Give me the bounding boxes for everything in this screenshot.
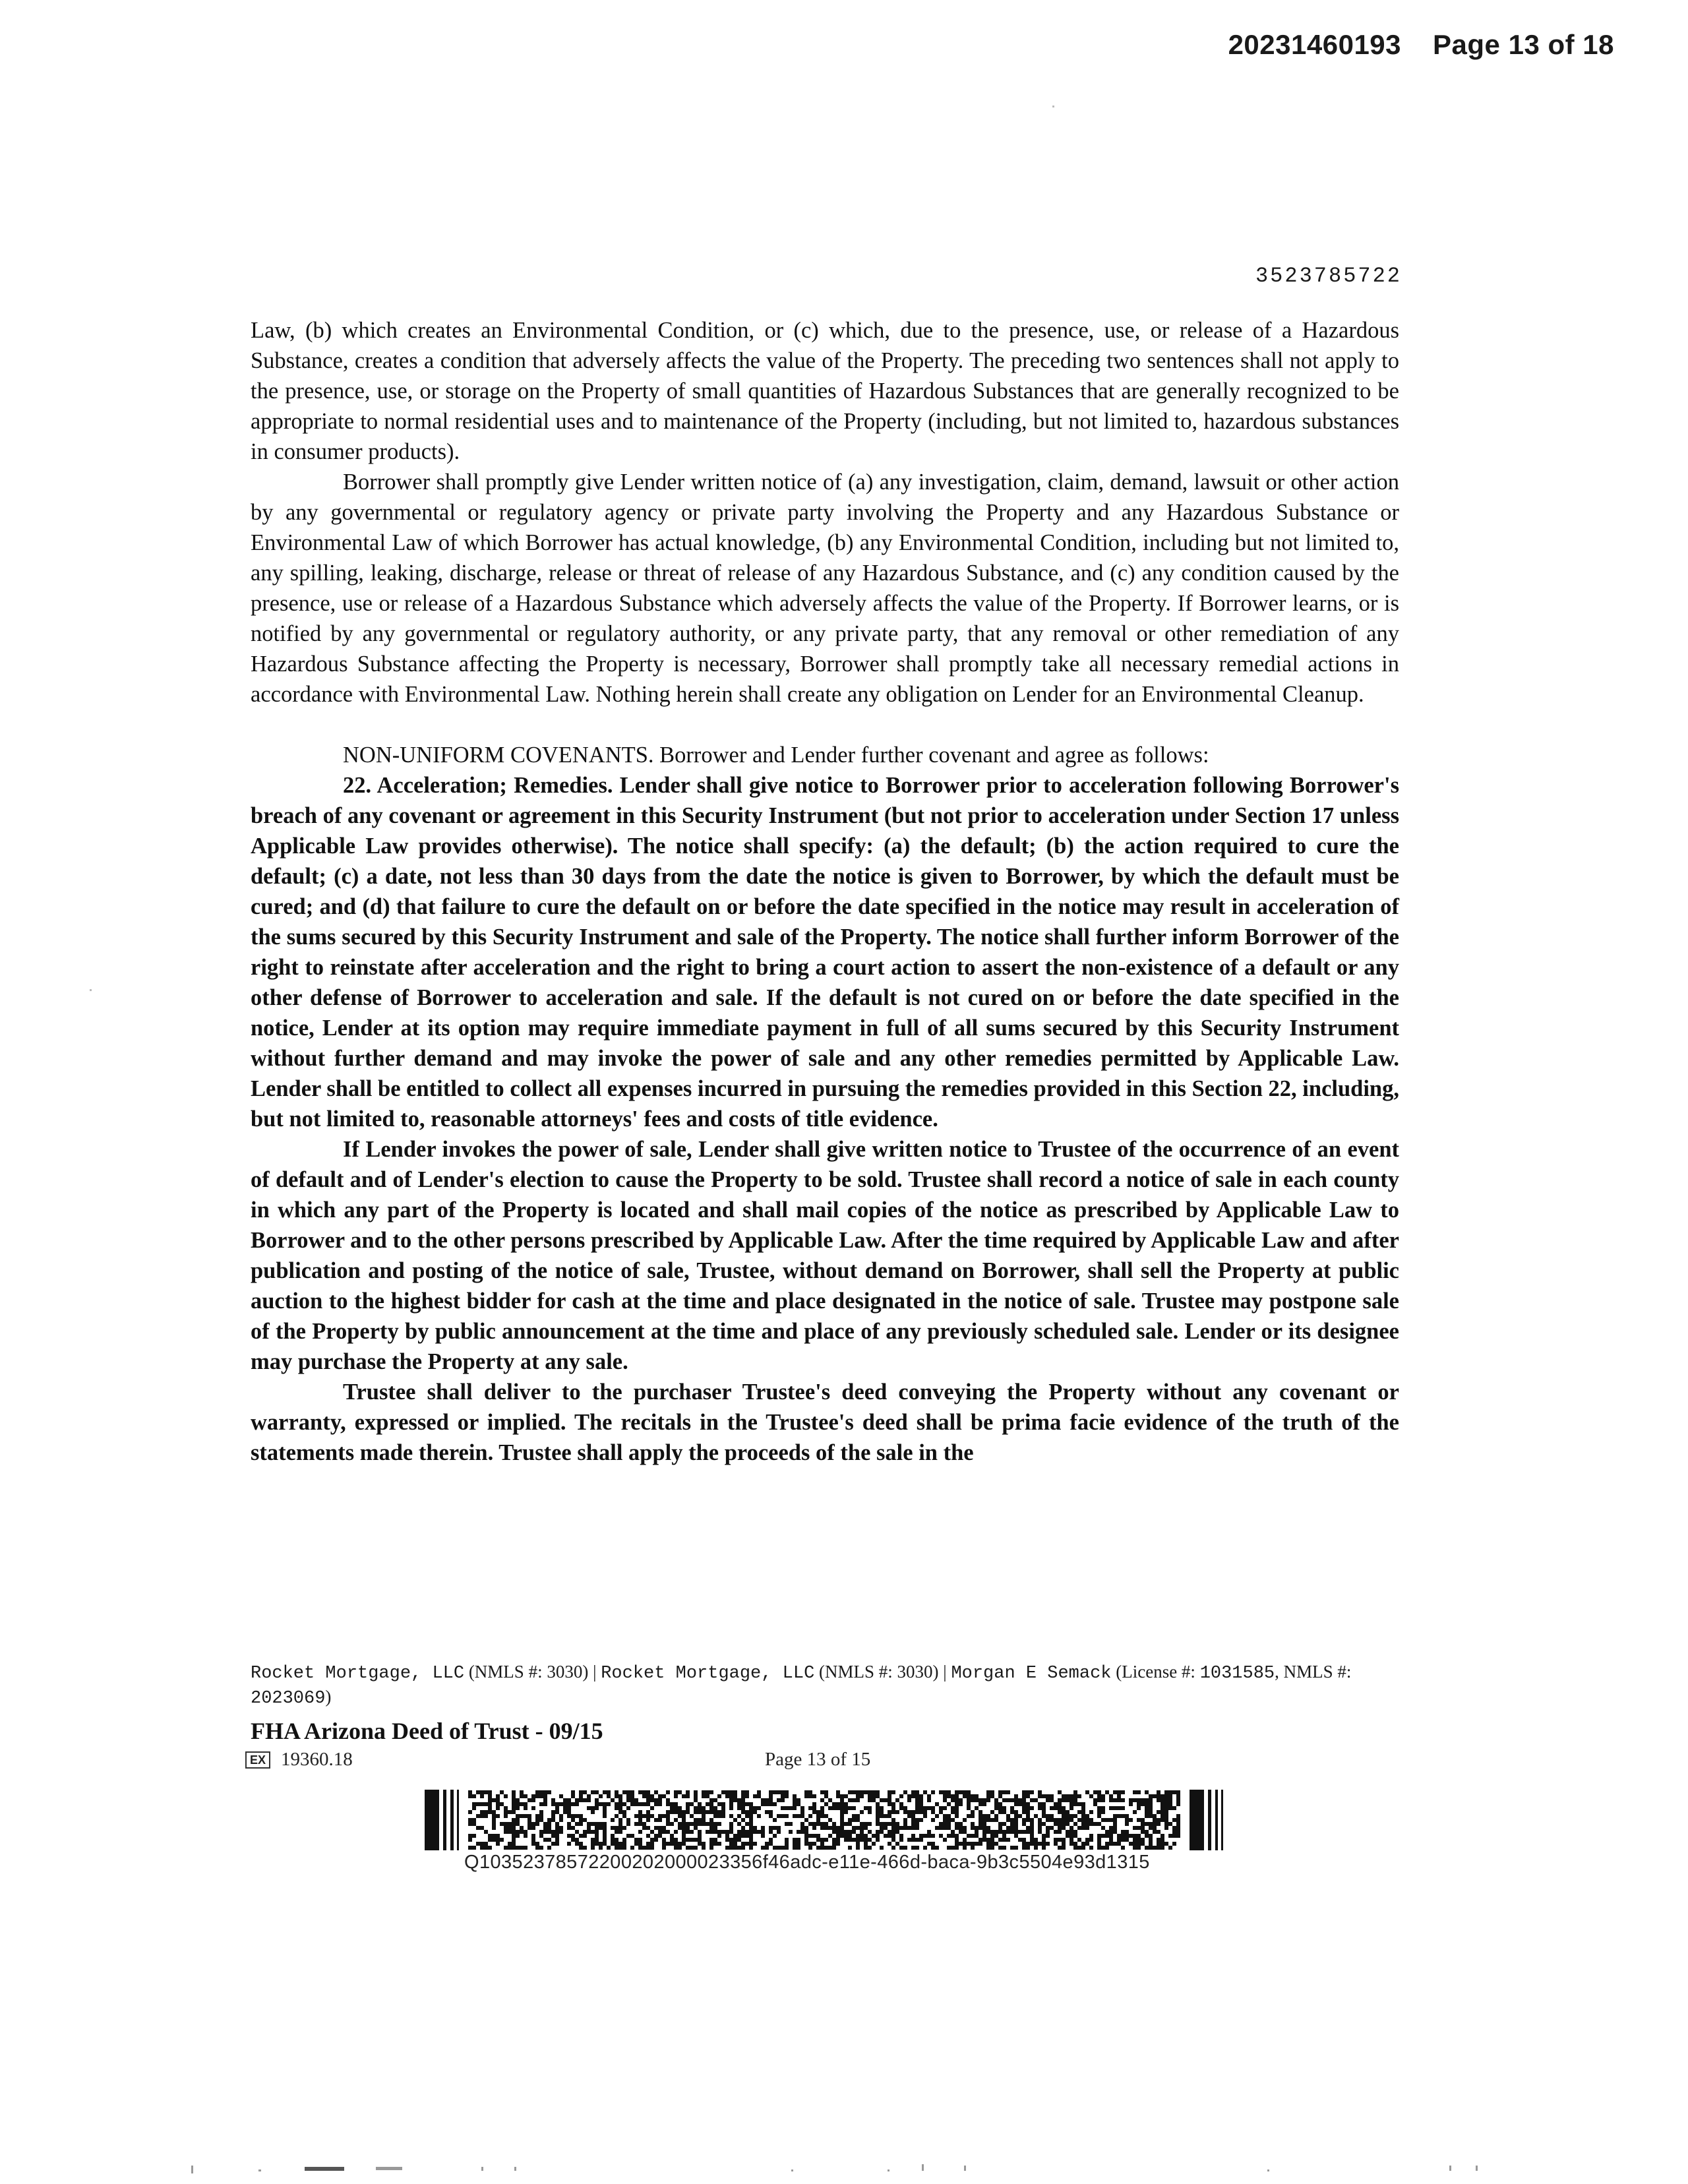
form-code-row <box>245 1749 353 1771</box>
barcode-block <box>422 1790 1226 1873</box>
recording-page-label: Page 13 of 18 <box>1433 29 1614 60</box>
lender-name: Rocket Mortgage, LLC <box>601 1664 815 1684</box>
originator-name: Morgan E Semack <box>951 1664 1112 1684</box>
license-label: (License #: <box>1111 1662 1200 1682</box>
lender-info-line <box>251 1660 1399 1711</box>
lender-nmls: (NMLS #: 3030) <box>464 1662 589 1682</box>
recording-header <box>1228 29 1614 61</box>
barcode-caption: Q10352378572200202000023356f46adc-e11e-466d-baca-9b3c5504e93d1315 <box>464 1852 1150 1873</box>
lender-nmls: (NMLS #: 3030) <box>814 1662 939 1682</box>
paragraph-trustee-deed: Trustee shall deliver to the purchaser Trustee's deed conveying the Property without any covenant or warranty, expressed or implied. The recitals in the Trustee's deed shall be prima facie evidence of the truth of the statements made therein. Trustee shall apply the proceeds of the sale in the <box>251 1380 1399 1465</box>
paragraph-power-of-sale: If Lender invokes the power of sale, Lender shall give written notice to Trustee of the occurrence of an event of default and of Lender's election to cause the Property to be sold. Trustee shall record a notice of sale in each county in which any part of the Property is located and shall mail copies of the notice as prescribed by Applicable Law to Borrower and to the other persons prescribed by Applicable Law. After the time required by Applicable Law and after publication and posting of the notice of sale, Trustee, without demand on Borrower, shall sell the Property at public auction to the highest bidder for cash at the time and place designated in the notice of sale. Trustee may postpone sale of the Property by public announcement at the time and place of any previously scheduled sale. Lender or its designee may purchase the Property at any sale. <box>251 1137 1399 1374</box>
separator: | <box>938 1662 951 1682</box>
document-number: 20231460193 <box>1228 29 1402 60</box>
paragraph-hazardous-notice: Borrower shall promptly give Lender written notice of (a) any investigation, claim, demand, lawsuit or other action by any governmental or regulatory agency or private party involving the Property and any Hazardous Substance or Environmental Law of which Borrower has actual knowledge, (b) any Environmental Condition, including but not limited to, any spilling, leaking, discharge, release or threat of release of any Hazardous Substance, and (c) any condition caused by the presence, use or release of a Hazardous Substance which adversely affects the value of the Property. If Borrower learns, or is notified by any governmental or regulatory authority, or any private party, that any removal or other remediation of any Hazardous Substance affecting the Property is necessary, Borrower shall promptly take all necessary remedial actions in accordance with Environmental Law. Nothing herein shall create any obligation on Lender for an Environmental Cleanup. <box>251 470 1399 707</box>
barcode-icon <box>422 1790 1226 1850</box>
lender-name: Rocket Mortgage, LLC <box>251 1664 465 1684</box>
ellie-mae-ex-icon: EX <box>245 1751 270 1769</box>
form-title: FHA Arizona Deed of Trust - 09/15 <box>251 1718 603 1744</box>
loan-number: 3523785722 <box>1255 264 1402 288</box>
form-code: 19360.18 <box>281 1749 353 1770</box>
paragraph-acceleration-remedies: 22. Acceleration; Remedies. Lender shall give notice to Borrower prior to acceleration following Borrower's breach of any covenant or agreement in this Security Instrument (but not prior to acceleration under Section 17 unless Applicable Law provides otherwise). The notice shall specify: (a) the default; (b) the action required to cure the default; (c) a date, not less than 30 days from the date the notice is given to Borrower, by which the default must be cured; and (d) that failure to cure the default on or before the date specified in the notice may result in acceleration of the sums secured by this Security Instrument and sale of the Property. The notice shall further inform Borrower of the right to reinstate after acceleration and the right to bring a court action to assert the non-existence of a default or any other defense of Borrower to acceleration and sale. If the default is not cured on or before the date specified in the notice, Lender at its option may require immediate payment in full of all sums secured by this Security Instrument without further demand and may invoke the power of sale and any other remedies permitted by Applicable Law. Lender shall be entitled to collect all expenses incurred in pursuing the remedies provided in this Section 22, including, but not limited to, reasonable attorneys' fees and costs of title evidence. <box>251 773 1399 1132</box>
page-indicator: Page 13 of 15 <box>765 1749 871 1770</box>
nmls-label: , NMLS #: <box>1275 1662 1352 1682</box>
license-number: 1031585 <box>1199 1664 1275 1684</box>
document-body <box>251 315 1399 1468</box>
nmls-number: 2023069 <box>251 1689 326 1709</box>
closing-paren: ) <box>325 1687 332 1707</box>
non-uniform-covenants-heading: NON-UNIFORM COVENANTS. Borrower and Lender further covenant and agree as follows: <box>343 743 1209 768</box>
paragraph-environmental-law: Law, (b) which creates an Environmental Condition, or (c) which, due to the presence, use, or release of a Hazardous Substance, creates a condition that adversely affects the value of the Property. The preceding two sentences shall not apply to the presence, use, or storage on the Property of small quantities of Hazardous Substances that are generally recognized to be appropriate to normal residential uses and to maintenance of the Property (including, but not limited to, hazardous substances in consumer products). <box>251 318 1399 464</box>
separator: | <box>588 1662 601 1682</box>
